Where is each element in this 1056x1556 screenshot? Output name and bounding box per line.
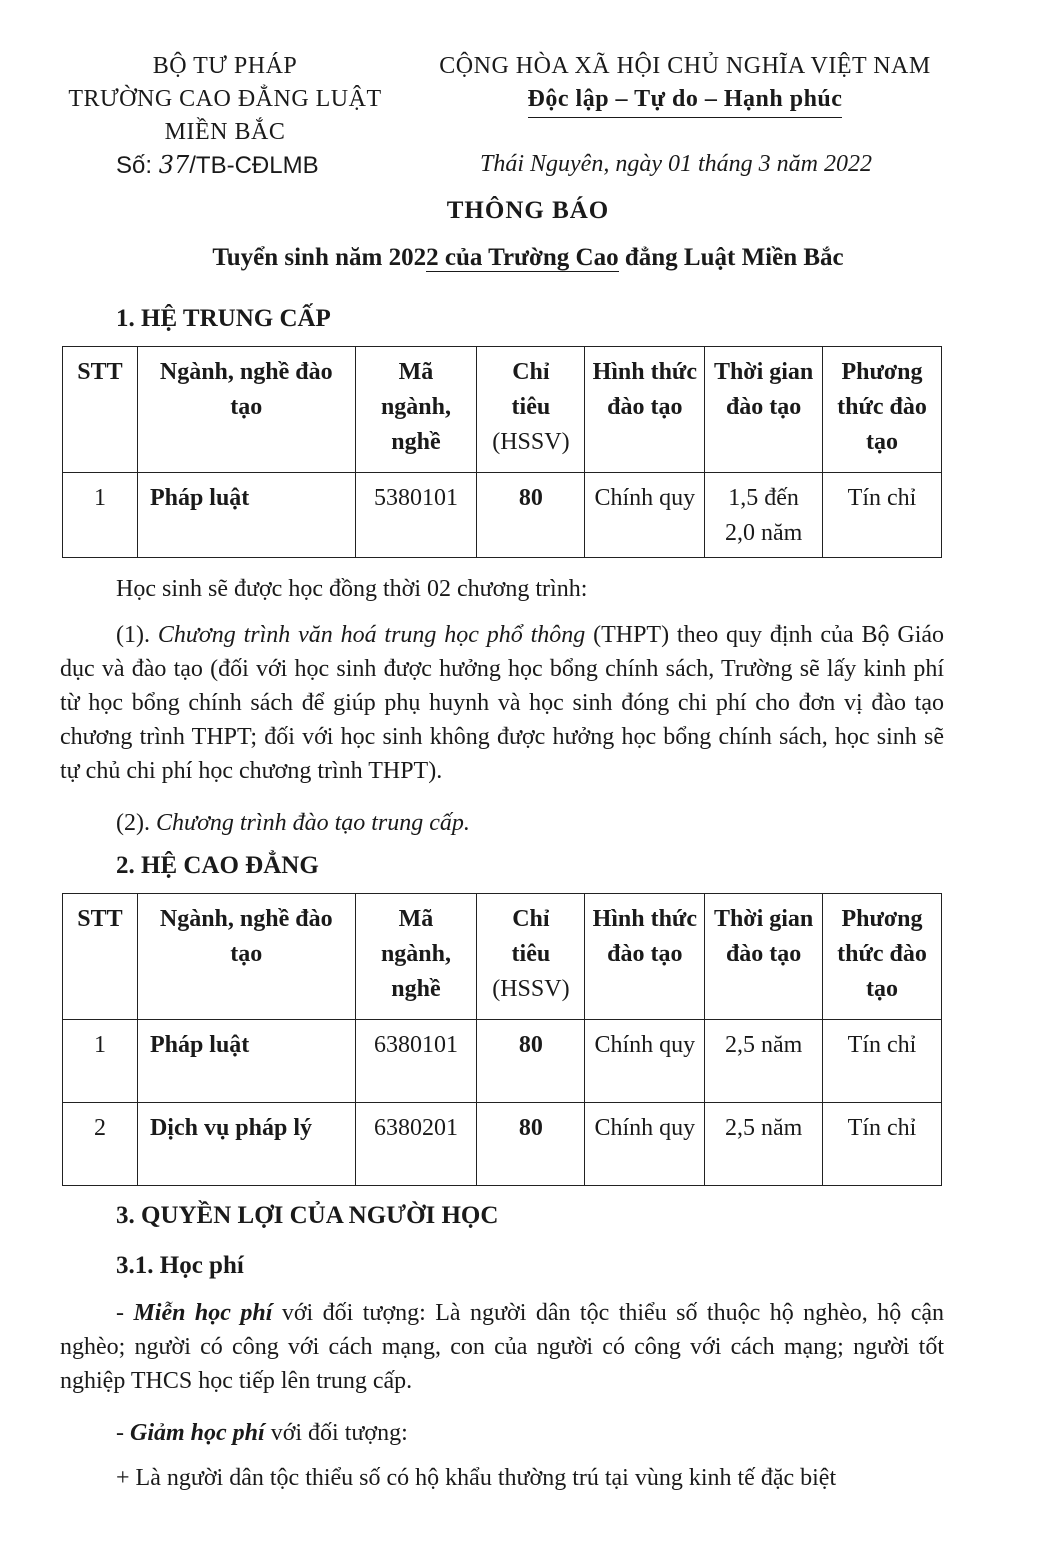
- cell-form: Chính quy: [585, 473, 705, 558]
- program1-title: Chương trình văn hoá trung học phổ thông: [157, 622, 586, 648]
- col-header-quota: Chỉ tiêu (HSSV): [477, 894, 585, 1020]
- col-header-program: Ngành, nghề đào tạo: [137, 894, 355, 1020]
- program2-paragraph: [60, 806, 944, 840]
- tuition-exemption-paragraph: [60, 1296, 944, 1398]
- cell-program: Pháp luật: [137, 473, 355, 558]
- subtitle-part2: 2 của Trường Cao: [426, 244, 619, 271]
- doc-number-suffix: /TB-CĐLMB: [189, 152, 319, 179]
- col-header-code: Mã ngành, nghề: [355, 347, 477, 473]
- table-row: [63, 1020, 942, 1103]
- document-subtitle: [0, 244, 1056, 272]
- cell-code: 6380201: [355, 1103, 477, 1186]
- table-header-row: [63, 347, 942, 473]
- program1-text: (THPT) theo quy định của Bộ Giáo dục và đào tạo (đối với học sinh được hưởng học bổng chính sách, Trường sẽ lấy kinh phí từ học bổng chính sách để giúp phụ huynh và học sinh đóng chi phí cho đơn vị đào tạo chương trình THPT; đối với học sinh không được hưởng học bổng chính sách, học sinh sẽ tự chủ chi phí học chương trình THPT).: [60, 622, 945, 784]
- exempt-label: Miễn học phí: [133, 1300, 273, 1326]
- cell-method: Tín chỉ: [823, 473, 942, 558]
- cell-stt: 2: [63, 1103, 138, 1186]
- document-title: THÔNG BÁO: [446, 197, 610, 224]
- col-header-method: Phương thức đào tạo: [823, 347, 942, 473]
- cell-program: Pháp luật: [137, 1020, 355, 1103]
- ministry-name: BỘ TƯ PHÁP: [152, 53, 298, 79]
- doc-number-handwritten: 37: [158, 151, 190, 179]
- table-header-row: [63, 894, 942, 1020]
- tuition-reduction-paragraph: [60, 1416, 944, 1450]
- col-header-quota: Chỉ tiêu (HSSV): [477, 347, 585, 473]
- national-motto: Độc lập – Tự do – Hạnh phúc: [528, 83, 843, 118]
- reduce-text: với đối tượng:: [264, 1420, 408, 1446]
- cell-quota: 80: [477, 1103, 585, 1186]
- section3-heading: 3. QUYỀN LỢI CỦA NGƯỜI HỌC: [116, 1202, 499, 1229]
- reduce-dash: -: [116, 1420, 130, 1446]
- section2-heading: 2. HỆ CAO ĐẲNG: [116, 852, 319, 879]
- cell-form: Chính quy: [585, 1103, 705, 1186]
- col-header-form: Hình thức đào tạo: [585, 347, 705, 473]
- col-header-duration: Thời gian đào tạo: [705, 894, 823, 1020]
- intermediate-programs-table: [62, 346, 942, 558]
- school-name-line1: TRƯỜNG CAO ĐẲNG LUẬT: [68, 86, 382, 112]
- exempt-dash: -: [116, 1300, 134, 1326]
- program1-paragraph: [60, 618, 944, 788]
- col-header-stt: STT: [63, 894, 138, 1020]
- program1-number: (1).: [116, 622, 150, 648]
- cell-stt: 1: [63, 1020, 138, 1103]
- document-number: [116, 151, 319, 180]
- document-date: Thái Nguyên, ngày 01 tháng 3 năm 2022: [480, 151, 872, 177]
- col-header-program: Ngành, nghề đào tạo: [137, 347, 355, 473]
- cell-program: Dịch vụ pháp lý: [137, 1103, 355, 1186]
- cell-code: 5380101: [355, 473, 477, 558]
- cell-duration: 2,5 năm: [705, 1103, 823, 1186]
- cell-quota: 80: [477, 473, 585, 558]
- table-row: [63, 473, 942, 558]
- cell-method: Tín chỉ: [823, 1103, 942, 1186]
- cell-duration: 2,5 năm: [705, 1020, 823, 1103]
- subtitle-part3: đẳng Luật Miền Bắc: [618, 244, 844, 271]
- cell-duration: 1,5 đến 2,0 năm: [705, 473, 823, 558]
- school-name-line2: MIỀN BẮC: [164, 119, 286, 145]
- cell-form: Chính quy: [585, 1020, 705, 1103]
- program2-number: (2).: [116, 810, 150, 836]
- college-programs-table: [62, 893, 942, 1186]
- col-header-form: Hình thức đào tạo: [585, 894, 705, 1020]
- country-name: CỘNG HÒA XÃ HỘI CHỦ NGHĨA VIỆT NAM: [439, 53, 931, 79]
- reduction-item: + Là người dân tộc thiểu số có hộ khẩu thường trú tại vùng kinh tế đặc biệt: [116, 1465, 837, 1491]
- program-intro: Học sinh sẽ được học đồng thời 02 chương trình:: [116, 576, 588, 602]
- issuer-block: [40, 50, 410, 149]
- cell-stt: 1: [63, 473, 138, 558]
- reduce-label: Giảm học phí: [130, 1420, 265, 1446]
- cell-code: 6380101: [355, 1020, 477, 1103]
- cell-quota: 80: [477, 1020, 585, 1103]
- subtitle-part1: Tuyển sinh năm 202: [212, 244, 427, 271]
- section1-heading: 1. HỆ TRUNG CẤP: [116, 305, 331, 332]
- table-row: [63, 1103, 942, 1186]
- col-header-stt: STT: [63, 347, 138, 473]
- exempt-text: với đối tượng: Là người dân tộc thiểu số thuộc hộ nghèo, hộ cận nghèo; người có công với cách mạng, con của người có công với cách mạng; người tốt nghiệp THCS học tiếp lên trung cấp.: [60, 1300, 945, 1394]
- cell-method: Tín chỉ: [823, 1020, 942, 1103]
- section3-1-heading: 3.1. Học phí: [116, 1252, 244, 1279]
- doc-number-prefix: Số:: [116, 152, 153, 179]
- program2-title: Chương trình đào tạo trung cấp.: [155, 810, 470, 836]
- national-header: [400, 50, 970, 118]
- col-header-method: Phương thức đào tạo: [823, 894, 942, 1020]
- col-header-duration: Thời gian đào tạo: [705, 347, 823, 473]
- col-header-code: Mã ngành, nghề: [355, 894, 477, 1020]
